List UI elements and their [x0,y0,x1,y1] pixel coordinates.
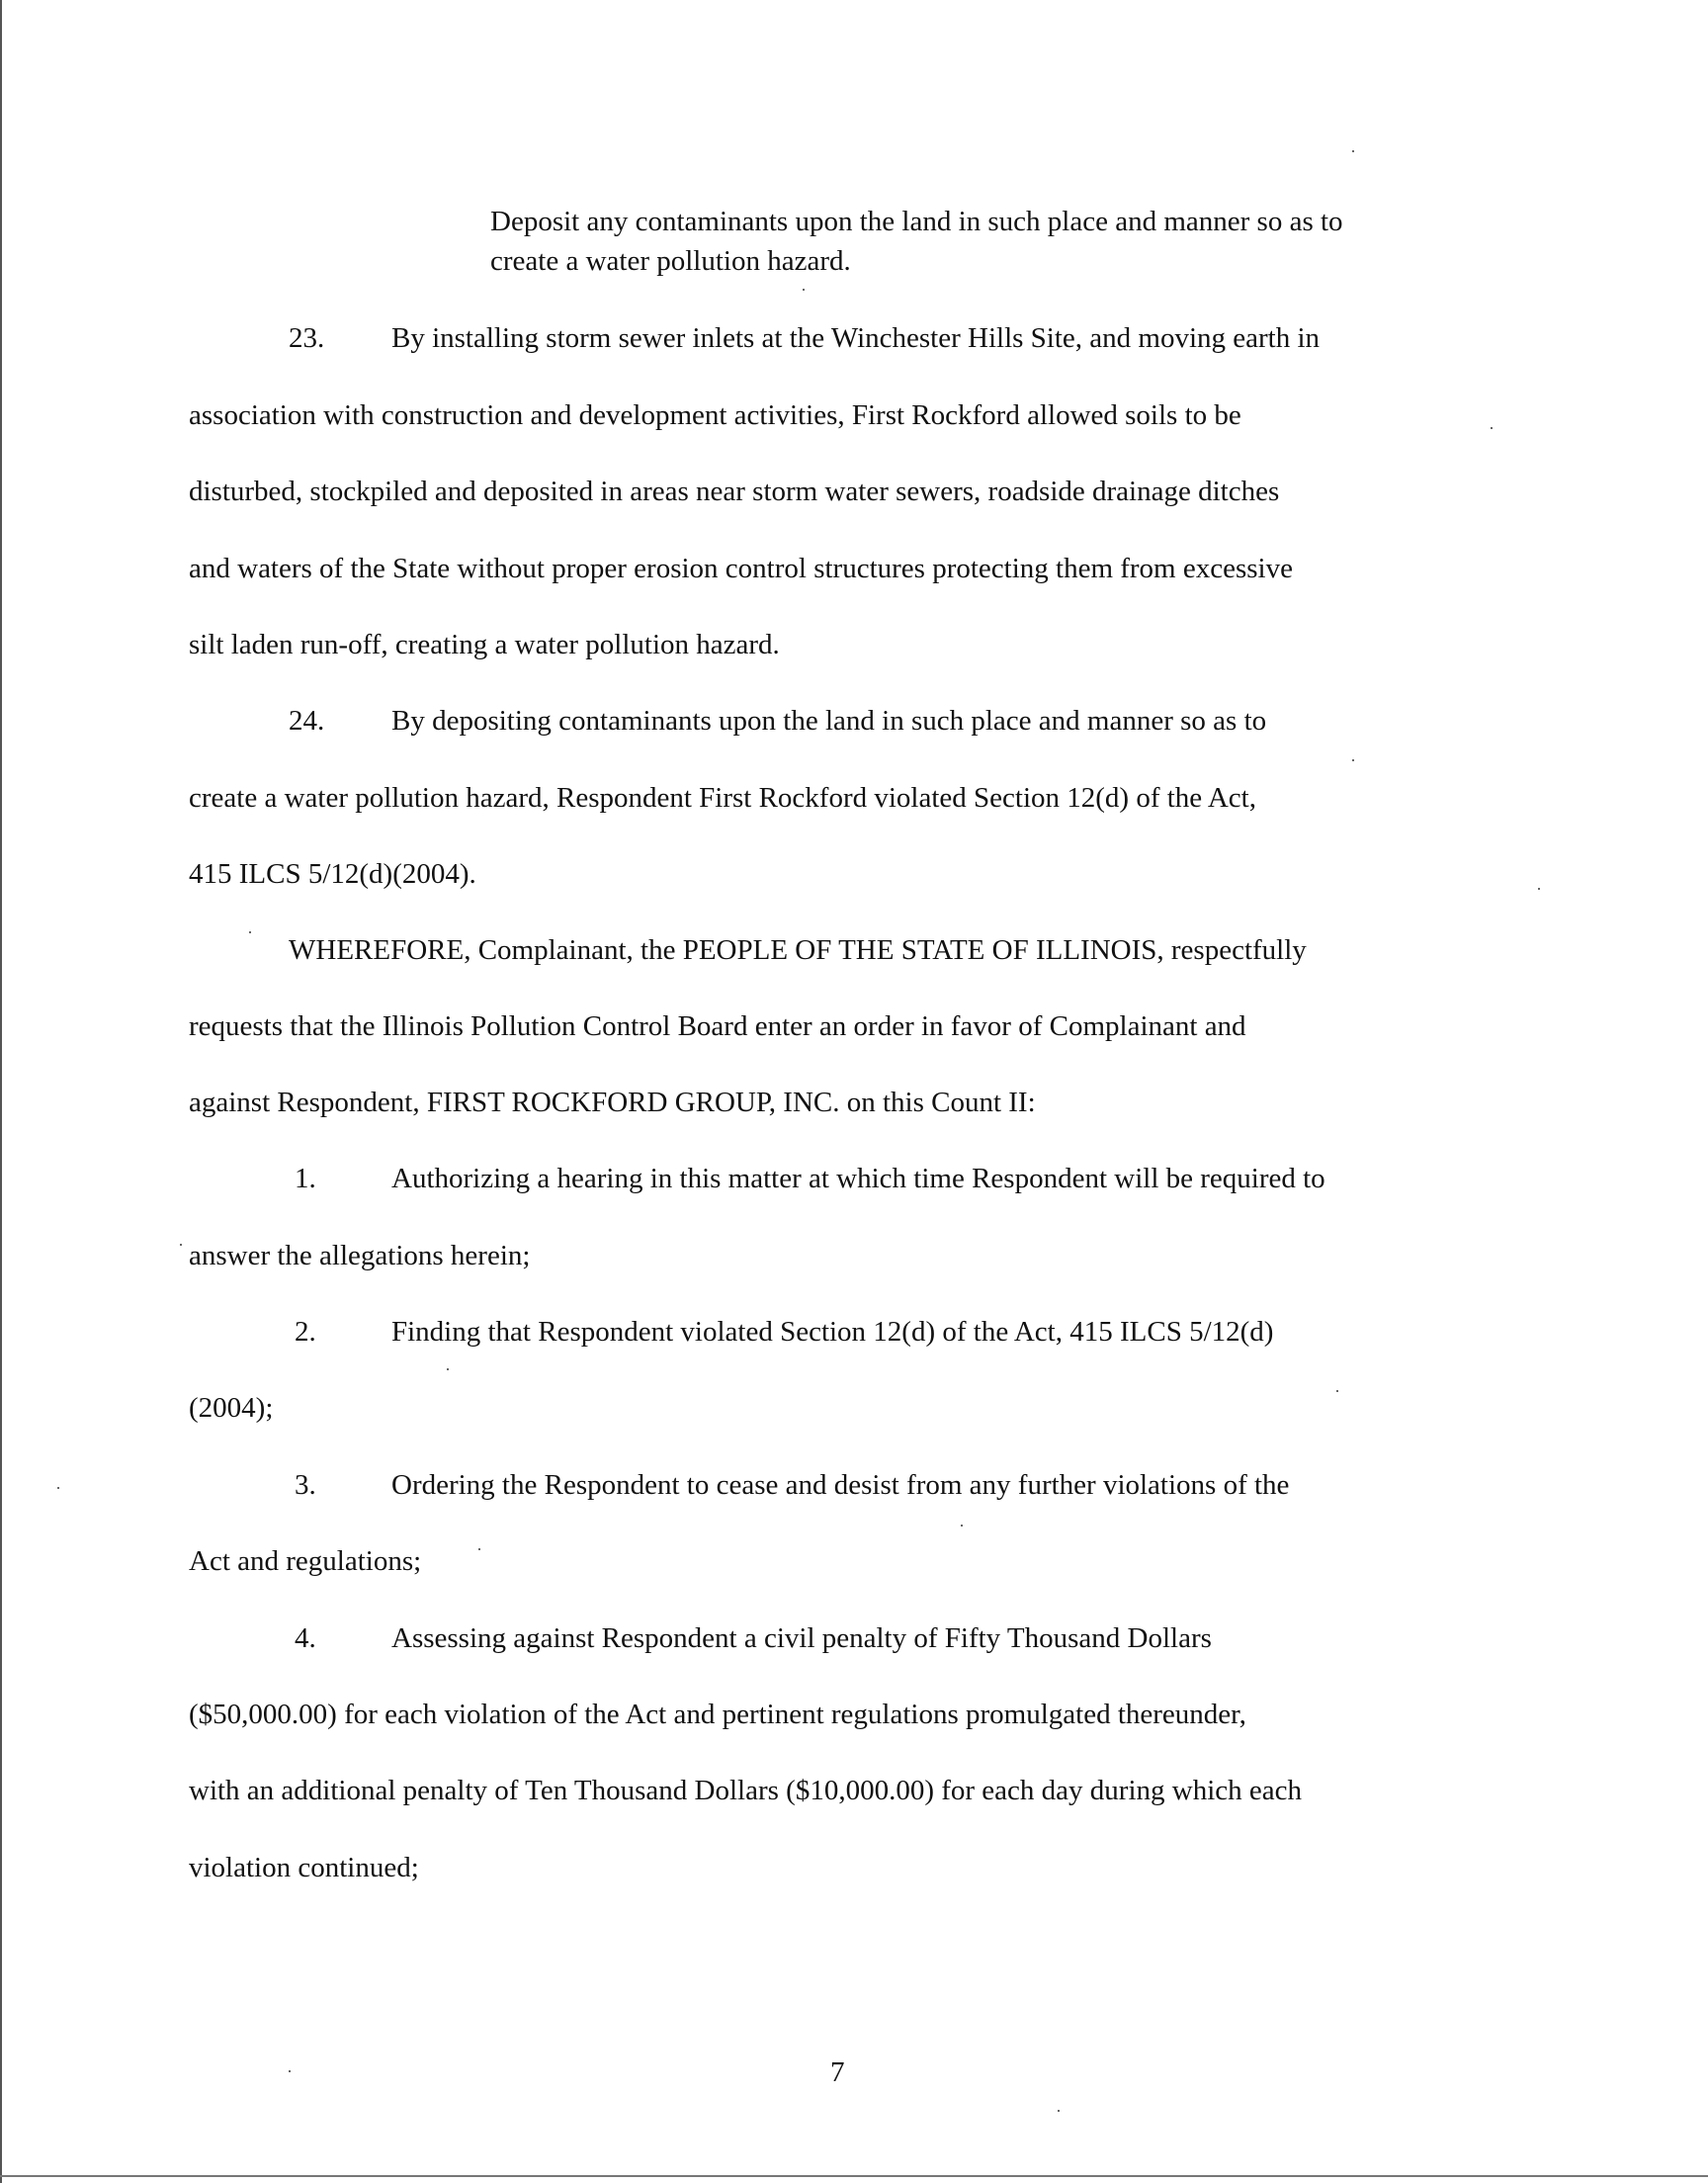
scan-speck [180,1244,182,1246]
scan-speck [961,1525,963,1527]
scan-speck [1352,759,1354,761]
wherefore-line: requests that the Illinois Pollution Control Board enter an order in favor of Complainant and [189,1010,1246,1042]
scan-speck [1336,1390,1338,1392]
paragraph-23-line: disturbed, stockpiled and deposited in areas near storm water sewers, roadside drainage ditches [189,476,1280,507]
scan-speck [1491,427,1493,429]
relief-item-number: 3. [295,1469,316,1501]
quote-line-1: Deposit any contaminants upon the land in such place and manner so as to [490,206,1343,237]
scan-speck [447,1368,449,1370]
paragraph-24-line: By depositing contaminants upon the land in such place and manner so as to [391,705,1267,737]
scan-bottom-edge [0,2175,1708,2177]
relief-item-line: violation continued; [189,1852,419,1883]
wherefore-line: WHEREFORE, Complainant, the PEOPLE OF THE STATE OF ILLINOIS, respectfully [289,934,1307,966]
relief-item-number: 2. [295,1316,316,1348]
paragraph-23-line: association with construction and development activities, First Rockford allowed soils to be [189,399,1241,431]
scan-speck [249,931,251,933]
quote-line-2: create a water pollution hazard. [490,245,851,277]
relief-item-line: Assessing against Respondent a civil penalty of Fifty Thousand Dollars [391,1622,1212,1654]
scan-left-edge [0,0,2,2183]
relief-item-line: (2004); [189,1392,274,1424]
page-number: 7 [830,2056,845,2088]
scan-speck [478,1548,480,1550]
paragraph-23-line: and waters of the State without proper erosion control structures protecting them from excessive [189,553,1293,584]
relief-item-number: 4. [295,1622,316,1654]
relief-item-line: Act and regulations; [189,1545,422,1577]
paragraph-23-line: By installing storm sewer inlets at the Winchester Hills Site, and moving earth in [391,322,1321,354]
relief-item-line: answer the allegations herein; [189,1240,531,1271]
relief-item-line: Finding that Respondent violated Section 12(d) of the Act, 415 ILCS 5/12(d) [391,1316,1274,1348]
paragraph-24-number: 24. [289,705,325,737]
paragraph-24-line: 415 ILCS 5/12(d)(2004). [189,858,476,890]
scan-speck [1058,2110,1060,2112]
relief-item-number: 1. [295,1163,316,1194]
relief-item-line: ($50,000.00) for each violation of the Act and pertinent regulations promulgated thereunder, [189,1699,1246,1730]
paragraph-23-number: 23. [289,322,325,354]
relief-item-line: Authorizing a hearing in this matter at which time Respondent will be required to [391,1163,1325,1194]
scan-speck [1538,888,1540,890]
scan-speck [57,1487,59,1489]
scan-speck [803,289,805,291]
scan-speck [289,2070,291,2072]
paragraph-23-line: silt laden run-off, creating a water pollution hazard. [189,629,780,660]
scan-speck [1352,150,1354,152]
paragraph-24-line: create a water pollution hazard, Respondent First Rockford violated Section 12(d) of the Act, [189,782,1256,814]
wherefore-line: against Respondent, FIRST ROCKFORD GROUP, INC. on this Count II: [189,1087,1036,1118]
relief-item-line: Ordering the Respondent to cease and desist from any further violations of the [391,1469,1290,1501]
relief-item-line: with an additional penalty of Ten Thousand Dollars ($10,000.00) for each day during which each [189,1775,1302,1806]
